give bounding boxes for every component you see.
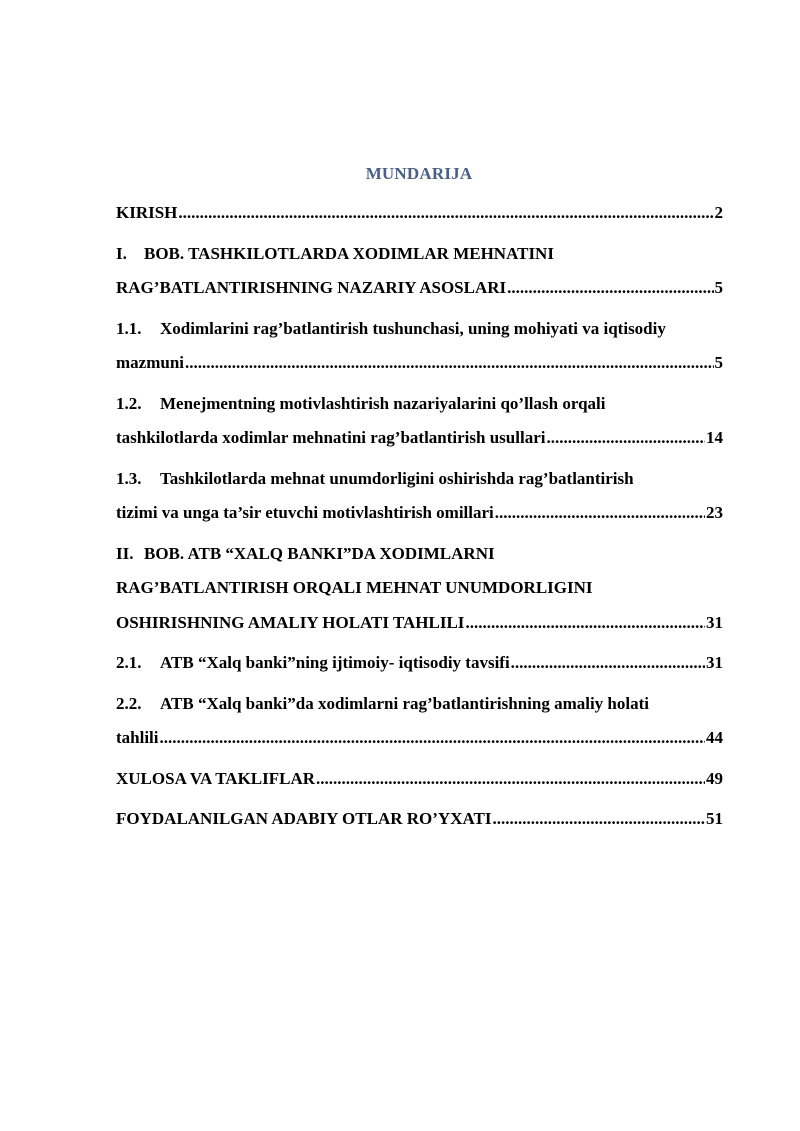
dot-leader <box>511 646 705 681</box>
toc-page-number: 2 <box>714 203 723 222</box>
toc-entry-label: FOYDALANILGAN ADABIY OTLAR RO’YXATI <box>116 809 492 828</box>
dot-leader <box>495 496 705 531</box>
toc-entry-section-1-1[interactable] <box>116 312 723 381</box>
toc-entry-number: 1.3. <box>116 468 142 488</box>
toc-entry-number: 1.2. <box>116 393 142 413</box>
toc-page-number: 51 <box>706 809 723 828</box>
toc-entry-number: 2.2. <box>116 693 142 713</box>
toc-page-number: 44 <box>706 728 723 747</box>
toc-entry-section-2-2[interactable] <box>116 687 723 756</box>
toc-entry-label: Menejmentning motivlashtirish nazariyalarini qo’llash orqali <box>160 393 606 413</box>
toc-page-number: 5 <box>714 278 723 297</box>
toc-entry-label: Xodimlarini rag’batlantirish tushunchasi, uning mohiyati va iqtisodiy <box>160 318 666 338</box>
dot-leader <box>492 802 705 837</box>
dot-leader <box>465 606 705 641</box>
toc-entry-label-continued: tashkilotlarda xodimlar mehnatini rag’batlantirish usullari <box>116 428 546 447</box>
toc-entry-label-continued: OSHIRISHNING AMALIY HOLATI TAHLILI <box>116 612 465 632</box>
toc-entry-label: Tashkilotlarda mehnat unumdorligini oshirishda rag’batlantirish <box>160 468 634 488</box>
toc-entry-label: KIRISH <box>116 203 178 222</box>
dot-leader <box>160 721 705 756</box>
toc-entry-label-continued: tizimi va unga ta’sir etuvchi motivlashtirish omillari <box>116 503 494 522</box>
toc-title: MUNDARIJA <box>365 164 473 183</box>
toc-entry-chapter-1[interactable] <box>116 237 723 306</box>
toc-entry-kirish[interactable] <box>116 196 723 231</box>
toc-entry-label-continued: tahlili <box>116 728 159 747</box>
toc-entry-label-continued: mazmuni <box>116 353 184 372</box>
toc-entry-label: XULOSA VA TAKLIFLAR <box>116 768 316 788</box>
toc-entry-number: I. <box>116 243 127 263</box>
dot-leader <box>185 346 714 381</box>
toc-entry-number: 1.1. <box>116 318 142 338</box>
dot-leader <box>507 271 713 306</box>
toc-page-number: 23 <box>706 503 723 522</box>
table-of-contents <box>116 196 723 837</box>
toc-entry-number: II. <box>116 543 134 563</box>
toc-page-number: 5 <box>714 353 723 372</box>
toc-entry-label-continued: RAG’BATLANTIRISHNING NAZARIY ASOSLARI <box>116 278 507 297</box>
dot-leader <box>316 762 705 797</box>
toc-entry-section-1-2[interactable] <box>116 387 723 456</box>
toc-entry-label: ATB “Xalq banki”ning ijtimoiy- iqtisodiy tavsifi <box>160 653 510 672</box>
toc-entry-section-1-3[interactable] <box>116 462 723 531</box>
toc-entry-label: BOB. ATB “XALQ BANKI”DA XODIMLARNI <box>144 543 495 563</box>
toc-entry-section-2-1[interactable] <box>116 646 723 681</box>
toc-entry-label: ATB “Xalq banki”da xodimlarni rag’batlantirishning amaliy holati <box>160 693 649 713</box>
toc-page-number: 14 <box>706 428 723 447</box>
toc-entry-references[interactable] <box>116 802 723 837</box>
toc-page-number: 31 <box>706 612 723 632</box>
dot-leader <box>546 421 705 456</box>
dot-leader <box>178 196 713 231</box>
toc-page-number: 49 <box>706 768 723 788</box>
toc-entry-label: BOB. TASHKILOTLARDA XODIMLAR MEHNATINI <box>144 243 554 263</box>
toc-entry-xulosa[interactable] <box>116 762 723 797</box>
toc-entry-number: 2.1. <box>116 653 142 672</box>
toc-page-number: 31 <box>706 653 723 672</box>
toc-entry-label-continued: RAG’BATLANTIRISH ORQALI MEHNAT UNUMDORLIGINI <box>116 578 593 597</box>
toc-entry-chapter-2[interactable] <box>116 537 723 641</box>
